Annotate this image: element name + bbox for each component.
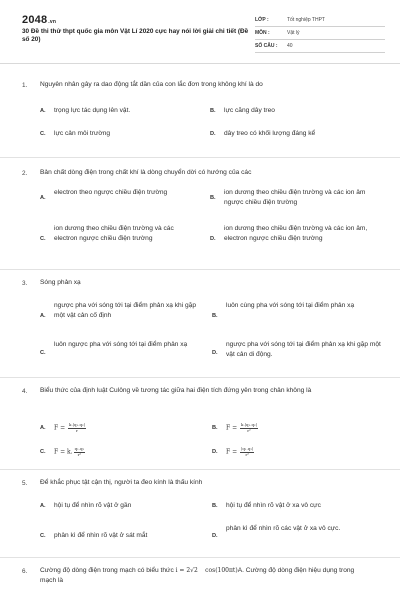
document-title: 30 Đề thi thử thpt quốc gia môn Vật Lí 2020 cực hay nói lời giải chi tiết (Đề số 20) [22, 28, 249, 44]
question-number: 5. [22, 480, 28, 487]
formula: cos(100πt) [205, 567, 238, 574]
formula: F = k. $\frac{\text{q₁.q₂}}{\text{r²}}$ [54, 446, 85, 457]
question-text: Để khắc phục tật cận thị, người ta đeo kính là thấu kính [40, 479, 203, 486]
formula: F = $\frac{\text{|q₁.q₂|}}{\text{r²}}$ [226, 446, 254, 457]
question-text: Cường độ dòng điện trong mạch có biểu thức i = 2√2 cos(100πt)A. Cường độ dòng điện hiệu dụng trong mạch là [40, 567, 355, 584]
site-logo[interactable]: 2048.vn [22, 14, 57, 26]
meta-grade: LỚP : Tốt nghiệp THPT [255, 14, 385, 27]
question-text: Nguyên nhân gây ra dao động tắt dần của con lắc đơn trong không khí là do [40, 81, 263, 88]
question-text: Biểu thức của định luật Culông về tương tác giữa hai điện tích đứng yên trong chân không là [40, 387, 312, 394]
question-3: 3. Sóng phản xạ A. ngược pha với sóng tới tại điểm phản xạ khi gặp một vật cản cố định B. luôn cùng pha với sóng tới tại điểm phản xạ C. luôn ngược pha với sóng tới tại điểm phản xạ D. ngược pha với sóng tới tại điểm phản xạ khi gặp một vật cản di động. [0, 270, 400, 378]
question-2: 2. Bản chất dòng điện trong chất khí là dòng chuyển dời có hướng của các A. electron theo ngược chiều điện trường B. ion dương theo chiều điện trường và các ion âm ngược chiều điện trường C. ion dương theo chiều điện trường và các electron ngược chiều điện trường D. ion dương theo chiều điện trường và các ion âm, electron ngược chiều điện trường [0, 158, 400, 270]
question-6 [0, 558, 400, 600]
question-text: Bản chất dòng điện trong chất khí là dòng chuyển dời có hướng của các [40, 169, 252, 176]
question-number: 6. [22, 568, 28, 575]
document-header [0, 0, 400, 64]
meta-subject: MÔN : Vật lý [255, 27, 385, 40]
meta-question-count: SỐ CÂU : 40 [255, 40, 385, 53]
question-text: Sóng phản xạ [40, 279, 81, 286]
question-number: 4. [22, 388, 28, 395]
question-4: 4. Biểu thức của định luật Culông về tương tác giữa hai điện tích đứng yên trong chân không là A. F = $\frac{\text{k.|q₁.q₂|}}{r}$ B. F = $\frac{\text{k.|q₁.q₂|}}{\text{r²}}$ C. F = k. $\frac{\text{q₁.q₂}}{\text{r²}}$ D. F = $\frac{\text{|q₁.q₂|}}{\text{r²}}$ [0, 378, 400, 470]
formula: F = $\frac{\text{k.|q₁.q₂|}}{\text{r²}}$ [226, 422, 258, 433]
question-number: 3. [22, 280, 28, 287]
question-1: 1. Nguyên nhân gây ra dao động tắt dần của con lắc đơn trong không khí là do A. trọng lực tác dụng lên vật. B. lực căng dây treo C. lực cản môi trường D. dây treo có khối lượng đáng kể [0, 68, 400, 158]
question-5: 5. Để khắc phục tật cận thị, người ta đeo kính là thấu kính A. hội tụ để nhìn rõ vật ở gần B. hội tụ để nhìn rõ vật ở xa vô cực C. phân kì để nhìn rõ vật ở sát mắt D. phân kì để nhìn rõ các vật ở xa vô cực. [0, 470, 400, 558]
question-number: 2. [22, 170, 28, 177]
formula: F = $\frac{\text{k.|q₁.q₂|}}{r}$ [54, 422, 86, 433]
formula: i = 2√2 [175, 567, 198, 574]
document-meta [255, 14, 385, 53]
question-number: 1. [22, 82, 28, 89]
